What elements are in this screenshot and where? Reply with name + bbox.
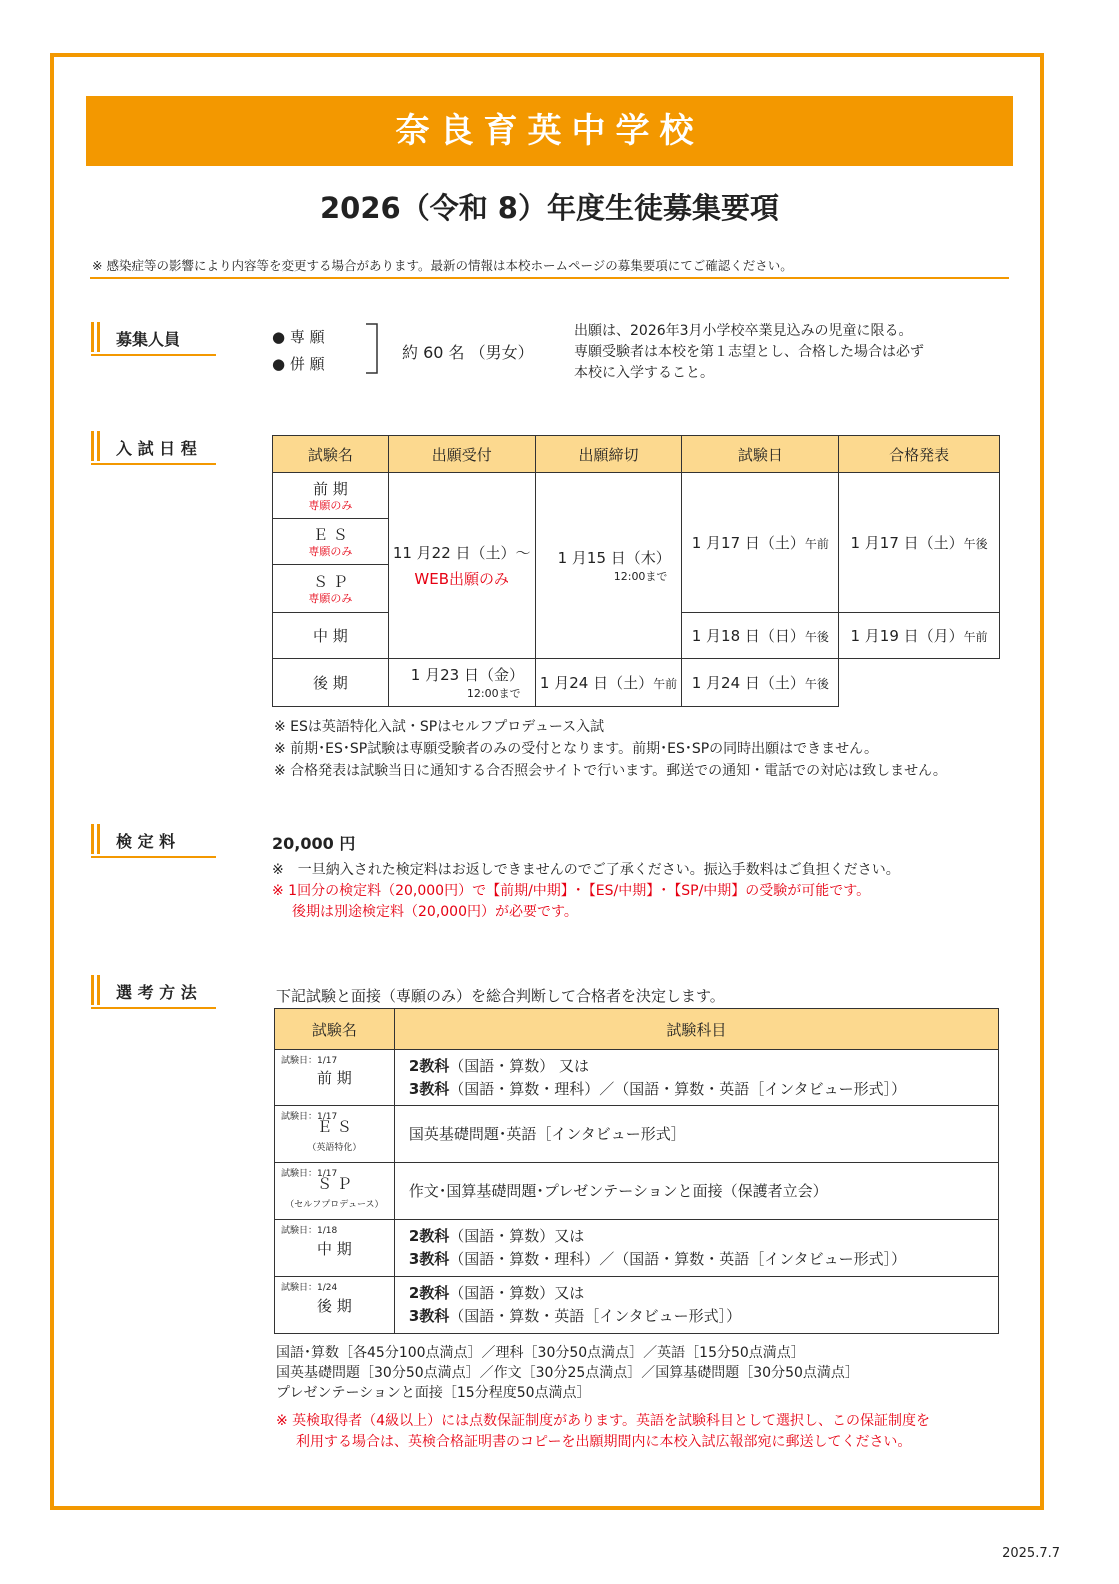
recruit-option-heigan: ● 併 願 <box>272 355 325 373</box>
section-label: 検 定 料 <box>116 832 176 851</box>
bracket <box>364 323 380 375</box>
result-date-cell: 1 月17 日（土）午後 <box>839 473 1000 613</box>
table-row <box>275 1050 999 1106</box>
schedule-note-3: ※ 合格発表は試験当日に通知する合否照会サイトで行います。郵送での通知・電話での対応は致しません。 <box>274 763 947 779</box>
exam-subjects-table <box>274 1008 999 1334</box>
table-row <box>275 1220 999 1277</box>
exam-name-es: Ｅ Ｓ 専願のみ <box>273 519 389 565</box>
header-cell: 試験名 <box>273 436 389 473</box>
score-line-3: プレゼンテーションと面接［15分程度50点満点］ <box>276 1385 591 1401</box>
fee-note-2: ※ 1回分の検定料（20,000円）で【前期/中期】･【ES/中期】･【SP/中期】の受験が可能です。 <box>272 883 871 899</box>
exam-name-chuki: 中 期 <box>273 613 389 659</box>
table-row <box>275 1106 999 1163</box>
fee-amount: 20,000 円 <box>272 834 356 853</box>
exam-name-zenki: 前 期 専願のみ <box>273 473 389 519</box>
table-row <box>275 1277 999 1334</box>
exam-name-cell: 試験日：1/17 Ｓ Ｐ （セルフプロデュース） <box>275 1163 395 1220</box>
table-header-row <box>275 1009 999 1050</box>
section-label: 入 試 日 程 <box>116 439 197 458</box>
exam-subject-cell: 作文･国算基礎問題･プレゼンテーションと面接（保護者立会） <box>394 1163 998 1220</box>
result-date-cell: 1 月24 日（土）午後 <box>682 659 839 707</box>
exam-subject-cell: 2教科（国語・算数）又は 3教科（国語・算数・英語［インタビュー形式］） <box>394 1277 998 1334</box>
recruit-note-2: 専願受験者は本校を第１志望とし、合格した場合は必ず <box>574 344 924 360</box>
table-header-row <box>273 436 1000 473</box>
exam-subject-cell: 2教科（国語・算数）又は 3教科（国語・算数・理科）／（国語・算数・英語［インタビュー形式］） <box>394 1220 998 1277</box>
exam-subject-cell: 国英基礎問題･英語［インタビュー形式］ <box>394 1106 998 1163</box>
header-cell: 合格発表 <box>839 436 1000 473</box>
exam-date-cell: 1 月17 日（土）午前 <box>682 473 839 613</box>
revision-date: 2025.7.7 <box>1002 1546 1060 1561</box>
section-label: 募集人員 <box>116 330 181 349</box>
section-selection-heading <box>91 975 216 1009</box>
divider <box>90 277 1009 279</box>
header-cell: 試験名 <box>275 1009 395 1050</box>
recruit-note-3: 本校に入学すること。 <box>574 365 714 381</box>
deadline-cell: 1 月15 日（木） 12:00まで <box>535 473 682 659</box>
schedule-note-1: ※ ESは英語特化入試・SPはセルフプロデュース入試 <box>274 719 605 735</box>
eiken-note-1: ※ 英検取得者（4級以上）には点数保証制度があります。英語を試験科目として選択し、この保証制度を <box>276 1413 930 1429</box>
header-cell: 試験科目 <box>394 1009 998 1050</box>
exam-date-cell: 1 月18 日（日）午後 <box>682 613 839 659</box>
header-cell: 出願締切 <box>535 436 682 473</box>
exam-name-cell: 試験日：1/24 後 期 <box>275 1277 395 1334</box>
table-row <box>273 659 1000 707</box>
recruit-note-1: 出願は、2026年3月小学校卒業見込みの児童に限る。 <box>574 323 913 339</box>
exam-name-sp: Ｓ Ｐ 専願のみ <box>273 565 389 613</box>
exam-name-cell: 試験日：1/18 中 期 <box>275 1220 395 1277</box>
document-title: 2026（令和 8）年度生徒募集要項 <box>320 191 779 225</box>
result-date-cell: 1 月19 日（月）午前 <box>839 613 1000 659</box>
header-cell: 出願受付 <box>388 436 535 473</box>
section-label: 選 考 方 法 <box>116 983 197 1002</box>
exam-name-cell: 試験日：1/17 Ｅ Ｓ （英語特化） <box>275 1106 395 1163</box>
fee-note-3: 後期は別途検定料（20,000円）が必要です。 <box>292 904 578 920</box>
recruit-count: 約 60 名 （男女） <box>402 343 534 362</box>
section-schedule-heading <box>91 431 216 465</box>
score-line-1: 国語･算数［各45分100点満点］／理科［30分50点満点］／英語［15分50点満点］ <box>276 1345 805 1361</box>
selection-intro: 下記試験と面接（専願のみ）を総合判断して合格者を決定します。 <box>276 987 725 1005</box>
eiken-note-2: 利用する場合は、英検合格証明書のコピーを出願期間内に本校入試広報部宛に郵送してください。 <box>296 1434 912 1450</box>
section-fee-heading <box>91 824 216 858</box>
exam-name-cell: 試験日：1/17 前 期 <box>275 1050 395 1106</box>
exam-name-koki: 後 期 <box>273 659 389 707</box>
deadline-cell: 1 月23 日（金） 12:00まで <box>388 659 535 707</box>
header-cell: 試験日 <box>682 436 839 473</box>
score-line-2: 国英基礎問題［30分50点満点］／作文［30分25点満点］／国算基礎問題［30分50点満点］ <box>276 1365 859 1381</box>
schedule-table <box>272 435 1000 707</box>
fee-note-1: ※ 一旦納入された検定料はお返しできませんのでご了承ください。振込手数料はご負担ください。 <box>272 862 900 878</box>
notice-text: ※ 感染症等の影響により内容等を変更する場合があります。最新の情報は本校ホームページの募集要項にてご確認ください。 <box>92 258 793 273</box>
schedule-note-2: ※ 前期･ES･SP試験は専願受験者のみの受付となります。前期･ES･SPの同時出願はできません。 <box>274 741 879 757</box>
exam-date-cell: 1 月24 日（土）午前 <box>535 659 682 707</box>
exam-subject-cell: 2教科（国語・算数） 又は 3教科（国語・算数・理科）／（国語・算数・英語［インタビュー形式］） <box>394 1050 998 1106</box>
section-recruit-heading <box>91 322 216 356</box>
table-row <box>275 1163 999 1220</box>
recruit-option-sengan: ● 専 願 <box>272 328 325 346</box>
school-name-banner: 奈良育英中学校 <box>86 96 1013 166</box>
table-row <box>273 473 1000 519</box>
apply-period-cell: 11 月22 日（土）～ WEB出願のみ <box>388 473 535 659</box>
